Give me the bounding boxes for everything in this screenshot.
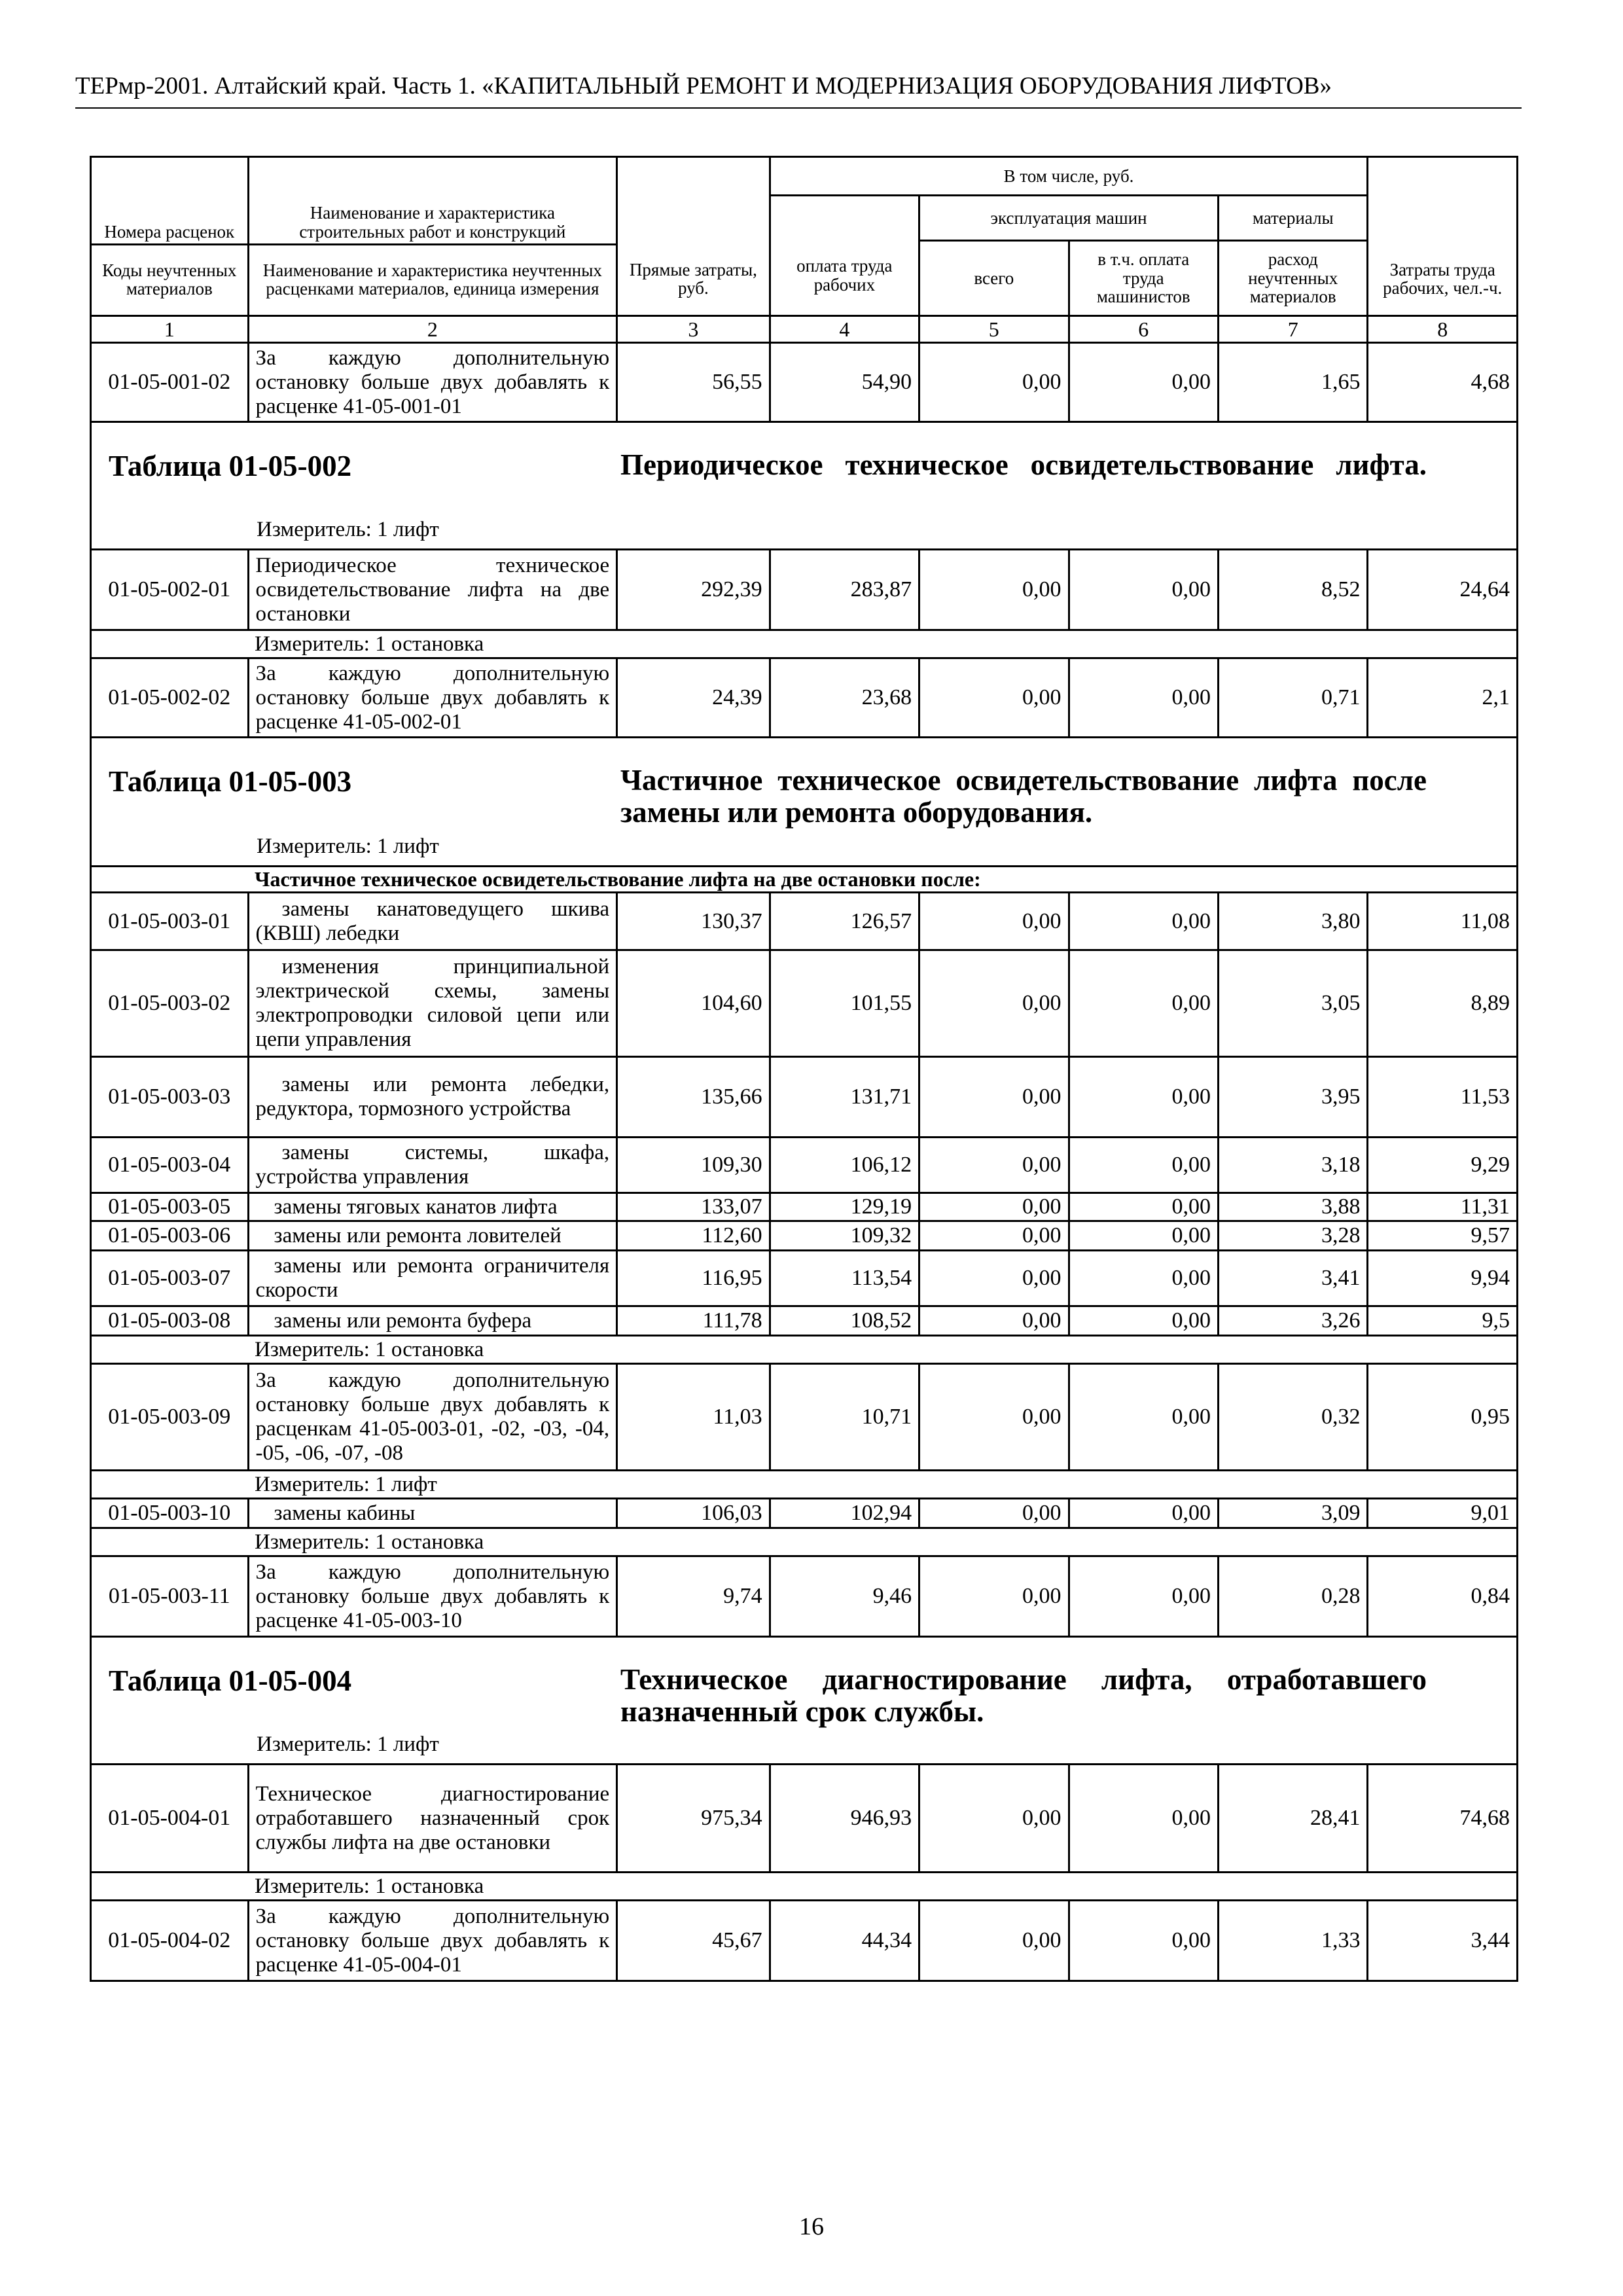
rate-value-c3: 24,39 xyxy=(617,658,770,738)
rate-value-c4: 131,71 xyxy=(770,1057,919,1138)
meter-label: Измеритель: 1 лифт xyxy=(248,1471,1368,1499)
rate-code: 01-05-004-01 xyxy=(91,1765,249,1873)
rate-value-c4: 23,68 xyxy=(770,658,919,738)
table-label: Таблица 01-05-003 xyxy=(109,765,352,798)
rate-value-c3: 292,39 xyxy=(617,550,770,630)
rate-code: 01-05-003-01 xyxy=(91,893,249,950)
rate-description: замены или ремонта ограничителя скорости xyxy=(248,1251,617,1306)
column-number: 4 xyxy=(770,316,919,343)
rate-description: замены или ремонта лебедки, редуктора, тормозного устройства xyxy=(248,1057,617,1138)
header-materials: материалы xyxy=(1218,196,1367,241)
rate-row xyxy=(91,1221,1518,1251)
rate-value-c7: 3,05 xyxy=(1218,950,1367,1057)
meter-row xyxy=(91,630,1518,658)
rate-value-c8: 74,68 xyxy=(1368,1765,1518,1873)
rate-value-c4: 109,32 xyxy=(770,1221,919,1251)
rate-value-c4: 10,71 xyxy=(770,1364,919,1471)
rate-value-c7: 28,41 xyxy=(1218,1765,1367,1873)
header-names xyxy=(248,157,617,316)
rate-description: За каждую дополнительную остановку больше двух добавлять к расценке 41-05-004-01 xyxy=(248,1901,617,1981)
rate-value-c8: 9,94 xyxy=(1368,1251,1518,1306)
header-col6: в т.ч. оплата труда машинистов xyxy=(1069,241,1218,316)
header-rule xyxy=(75,107,1522,109)
rate-value-c6: 0,00 xyxy=(1069,1364,1218,1471)
rate-value-c8: 9,01 xyxy=(1368,1499,1518,1528)
rate-value-c6: 0,00 xyxy=(1069,950,1218,1057)
rate-value-c5: 0,00 xyxy=(919,1765,1069,1873)
rate-value-c4: 54,90 xyxy=(770,343,919,422)
rate-value-c8: 11,53 xyxy=(1368,1057,1518,1138)
rate-value-c6: 0,00 xyxy=(1069,1499,1218,1528)
rate-value-c3: 56,55 xyxy=(617,343,770,422)
rate-value-c6: 0,00 xyxy=(1069,1556,1218,1637)
header-col4: оплата труда рабочих xyxy=(770,196,919,316)
rate-code: 01-05-003-02 xyxy=(91,950,249,1057)
rate-code: 01-05-002-01 xyxy=(91,550,249,630)
rate-value-c8: 3,44 xyxy=(1368,1901,1518,1981)
rate-row xyxy=(91,1251,1518,1306)
rate-description: За каждую дополнительную остановку больше двух добавлять к расценке 41-05-001-01 xyxy=(248,343,617,422)
rate-description: За каждую дополнительную остановку больше двух добавлять к расценке 41-05-002-01 xyxy=(248,658,617,738)
table-title: Частичное техническое освидетельствование лифта после замены или ремонта оборудования. xyxy=(620,764,1427,829)
header-col1-bottom: Коды неучтенных материалов xyxy=(92,243,247,314)
rate-code: 01-05-003-04 xyxy=(91,1138,249,1193)
meter-row xyxy=(91,1336,1518,1364)
header-col8: Затраты труда рабочих, чел.-ч. xyxy=(1368,157,1518,316)
rate-value-c8: 2,1 xyxy=(1368,658,1518,738)
rate-code: 01-05-003-03 xyxy=(91,1057,249,1138)
rate-value-c6: 0,00 xyxy=(1069,1138,1218,1193)
column-number: 5 xyxy=(919,316,1069,343)
rate-value-c4: 9,46 xyxy=(770,1556,919,1637)
rate-value-c8: 4,68 xyxy=(1368,343,1518,422)
rate-value-c6: 0,00 xyxy=(1069,658,1218,738)
rate-row xyxy=(91,1364,1518,1471)
header-col1-top: Номера расценок xyxy=(104,221,235,242)
meter-label: Измеритель: 1 лифт xyxy=(257,518,439,541)
rate-description: замены кабины xyxy=(248,1499,617,1528)
rate-description: изменения принципиальной электрической схемы, замены электропроводки силовой цепи или цепи управления xyxy=(248,950,617,1057)
rate-value-c4: 108,52 xyxy=(770,1306,919,1336)
rate-description: Периодическое техническое освидетельствование лифта на две остановки xyxy=(248,550,617,630)
table-label: Таблица 01-05-004 xyxy=(109,1664,352,1697)
rate-value-c8: 8,89 xyxy=(1368,950,1518,1057)
rate-value-c4: 126,57 xyxy=(770,893,919,950)
rate-code: 01-05-003-11 xyxy=(91,1556,249,1637)
rate-value-c5: 0,00 xyxy=(919,343,1069,422)
rate-value-c3: 104,60 xyxy=(617,950,770,1057)
header-col7: расход неучтенных материалов xyxy=(1218,241,1367,316)
rate-value-c7: 0,32 xyxy=(1218,1364,1367,1471)
rate-value-c6: 0,00 xyxy=(1069,1221,1218,1251)
rate-value-c8: 9,5 xyxy=(1368,1306,1518,1336)
table-title: Техническое диагностирование лифта, отработавшего назначенный срок службы. xyxy=(620,1663,1427,1728)
rate-value-c7: 3,41 xyxy=(1218,1251,1367,1306)
rate-code: 01-05-003-10 xyxy=(91,1499,249,1528)
rate-code: 01-05-004-02 xyxy=(91,1901,249,1981)
rate-value-c3: 109,30 xyxy=(617,1138,770,1193)
table-title: Периодическое техническое освидетельствование лифта. xyxy=(620,448,1427,481)
column-number: 6 xyxy=(1069,316,1218,343)
header-col2-top: Наименование и характеристика строительных работ и конструкций xyxy=(299,203,566,242)
rate-value-c4: 44,34 xyxy=(770,1901,919,1981)
rate-row xyxy=(91,343,1518,422)
rate-value-c3: 135,66 xyxy=(617,1057,770,1138)
rate-value-c7: 1,65 xyxy=(1218,343,1367,422)
rate-value-c8: 11,08 xyxy=(1368,893,1518,950)
rate-value-c6: 0,00 xyxy=(1069,893,1218,950)
rate-value-c7: 0,28 xyxy=(1218,1556,1367,1637)
page-header: ТЕРмр-2001. Алтайский край. Часть 1. «КАПИТАЛЬНЫЙ РЕМОНТ И МОДЕРНИЗАЦИЯ ОБОРУДОВАНИЯ ЛИФТОВ» xyxy=(75,73,1332,99)
rate-description: замены или ремонта ловителей xyxy=(248,1221,617,1251)
meter-label: Измеритель: 1 остановка xyxy=(248,1873,1368,1901)
rate-value-c7: 3,80 xyxy=(1218,893,1367,950)
rate-value-c3: 106,03 xyxy=(617,1499,770,1528)
column-number: 7 xyxy=(1218,316,1367,343)
rate-value-c3: 11,03 xyxy=(617,1364,770,1471)
header-col3: Прямые затраты, руб. xyxy=(617,157,770,316)
rate-code: 01-05-003-06 xyxy=(91,1221,249,1251)
rate-value-c5: 0,00 xyxy=(919,1556,1069,1637)
header-machines: эксплуатация машин xyxy=(919,196,1219,241)
rate-description: За каждую дополнительную остановку больше двух добавлять к расценке 41-05-003-10 xyxy=(248,1556,617,1637)
meter-label: Измеритель: 1 остановка xyxy=(248,1336,1368,1364)
rate-value-c6: 0,00 xyxy=(1069,1057,1218,1138)
header-codes xyxy=(91,157,249,316)
rate-row xyxy=(91,1499,1518,1528)
rate-value-c5: 0,00 xyxy=(919,1901,1069,1981)
table-label: Таблица 01-05-002 xyxy=(109,450,352,482)
rate-value-c3: 112,60 xyxy=(617,1221,770,1251)
rate-value-c5: 0,00 xyxy=(919,1306,1069,1336)
rate-value-c5: 0,00 xyxy=(919,893,1069,950)
rate-row xyxy=(91,1556,1518,1637)
rate-value-c8: 9,57 xyxy=(1368,1221,1518,1251)
subheading-row xyxy=(91,867,1518,893)
rate-description: замены тяговых канатов лифта xyxy=(248,1193,617,1221)
rate-value-c7: 3,18 xyxy=(1218,1138,1367,1193)
rate-value-c6: 0,00 xyxy=(1069,1765,1218,1873)
rate-value-c5: 0,00 xyxy=(919,1364,1069,1471)
header-row xyxy=(91,157,1518,196)
rate-value-c6: 0,00 xyxy=(1069,1193,1218,1221)
rate-value-c8: 11,31 xyxy=(1368,1193,1518,1221)
rate-row xyxy=(91,950,1518,1057)
rate-value-c4: 106,12 xyxy=(770,1138,919,1193)
rate-value-c7: 3,28 xyxy=(1218,1221,1367,1251)
rate-value-c5: 0,00 xyxy=(919,658,1069,738)
column-number: 3 xyxy=(617,316,770,343)
rate-value-c7: 0,71 xyxy=(1218,658,1367,738)
rate-value-c4: 102,94 xyxy=(770,1499,919,1528)
rate-value-c7: 3,26 xyxy=(1218,1306,1367,1336)
rate-row xyxy=(91,1138,1518,1193)
rate-code: 01-05-003-09 xyxy=(91,1364,249,1471)
rate-description: За каждую дополнительную остановку больше двух добавлять к расценкам 41-05-003-01, -02, -03, -04, -05, -06, -07, -08 xyxy=(248,1364,617,1471)
rate-value-c7: 3,88 xyxy=(1218,1193,1367,1221)
rate-code: 01-05-001-02 xyxy=(91,343,249,422)
rates-table xyxy=(90,156,1518,1982)
rate-row xyxy=(91,658,1518,738)
meter-label: Измеритель: 1 остановка xyxy=(248,630,1368,658)
rate-value-c5: 0,00 xyxy=(919,1057,1069,1138)
rate-description: замены или ремонта буфера xyxy=(248,1306,617,1336)
rate-value-c5: 0,00 xyxy=(919,1251,1069,1306)
rate-row xyxy=(91,1901,1518,1981)
rate-value-c8: 24,64 xyxy=(1368,550,1518,630)
column-number: 1 xyxy=(91,316,249,343)
rate-value-c5: 0,00 xyxy=(919,1499,1069,1528)
meter-row xyxy=(91,1471,1518,1499)
rate-value-c4: 283,87 xyxy=(770,550,919,630)
rate-value-c5: 0,00 xyxy=(919,1221,1069,1251)
rate-value-c3: 975,34 xyxy=(617,1765,770,1873)
rate-description: замены канатоведущего шкива (КВШ) лебедки xyxy=(248,893,617,950)
meter-label: Измеритель: 1 остановка xyxy=(248,1528,1368,1556)
rate-value-c6: 0,00 xyxy=(1069,550,1218,630)
rate-code: 01-05-003-05 xyxy=(91,1193,249,1221)
rate-value-c4: 113,54 xyxy=(770,1251,919,1306)
rate-code: 01-05-003-08 xyxy=(91,1306,249,1336)
rate-row xyxy=(91,1057,1518,1138)
rate-value-c4: 129,19 xyxy=(770,1193,919,1221)
rate-row xyxy=(91,1193,1518,1221)
rate-value-c3: 9,74 xyxy=(617,1556,770,1637)
meter-label: Измеритель: 1 лифт xyxy=(257,834,439,858)
rate-value-c5: 0,00 xyxy=(919,1138,1069,1193)
rate-value-c6: 0,00 xyxy=(1069,343,1218,422)
rate-value-c6: 0,00 xyxy=(1069,1901,1218,1981)
meter-row xyxy=(91,1528,1518,1556)
rate-value-c4: 946,93 xyxy=(770,1765,919,1873)
rate-code: 01-05-002-02 xyxy=(91,658,249,738)
rate-row xyxy=(91,1765,1518,1873)
rate-description: замены системы, шкафа, устройства управления xyxy=(248,1138,617,1193)
rate-description: Техническое диагностирование отработавшего назначенный срок службы лифта на две остановки xyxy=(248,1765,617,1873)
rate-value-c8: 0,84 xyxy=(1368,1556,1518,1637)
table-title-row xyxy=(91,422,1518,550)
page-number: 16 xyxy=(799,2213,824,2240)
rate-code: 01-05-003-07 xyxy=(91,1251,249,1306)
rate-value-c7: 3,95 xyxy=(1218,1057,1367,1138)
rate-value-c3: 130,37 xyxy=(617,893,770,950)
rate-value-c7: 1,33 xyxy=(1218,1901,1367,1981)
rate-value-c5: 0,00 xyxy=(919,950,1069,1057)
rate-row xyxy=(91,550,1518,630)
meter-row xyxy=(91,1873,1518,1901)
header-in-total: В том числе, руб. xyxy=(770,157,1368,196)
rate-value-c6: 0,00 xyxy=(1069,1306,1218,1336)
rate-row xyxy=(91,893,1518,950)
rate-value-c5: 0,00 xyxy=(919,1193,1069,1221)
column-number: 8 xyxy=(1368,316,1518,343)
rate-value-c3: 111,78 xyxy=(617,1306,770,1336)
rate-value-c4: 101,55 xyxy=(770,950,919,1057)
rate-value-c3: 133,07 xyxy=(617,1193,770,1221)
header-col2-bottom: Наименование и характеристика неучтенных расценками материалов, единица измерения xyxy=(249,243,616,314)
rate-value-c7: 8,52 xyxy=(1218,550,1367,630)
table-title-row xyxy=(91,1637,1518,1765)
meter-label: Измеритель: 1 лифт xyxy=(257,1732,439,1756)
rate-value-c3: 116,95 xyxy=(617,1251,770,1306)
rate-row xyxy=(91,1306,1518,1336)
rate-value-c7: 3,09 xyxy=(1218,1499,1367,1528)
table-title-row xyxy=(91,738,1518,867)
rate-value-c5: 0,00 xyxy=(919,550,1069,630)
rate-value-c3: 45,67 xyxy=(617,1901,770,1981)
column-number: 2 xyxy=(248,316,617,343)
rate-value-c6: 0,00 xyxy=(1069,1251,1218,1306)
header-col5: всего xyxy=(919,241,1069,316)
column-numbers-row xyxy=(91,316,1518,343)
rate-value-c8: 0,95 xyxy=(1368,1364,1518,1471)
rate-value-c8: 9,29 xyxy=(1368,1138,1518,1193)
subheading: Частичное техническое освидетельствование лифта на две остановки после: xyxy=(248,867,1517,893)
